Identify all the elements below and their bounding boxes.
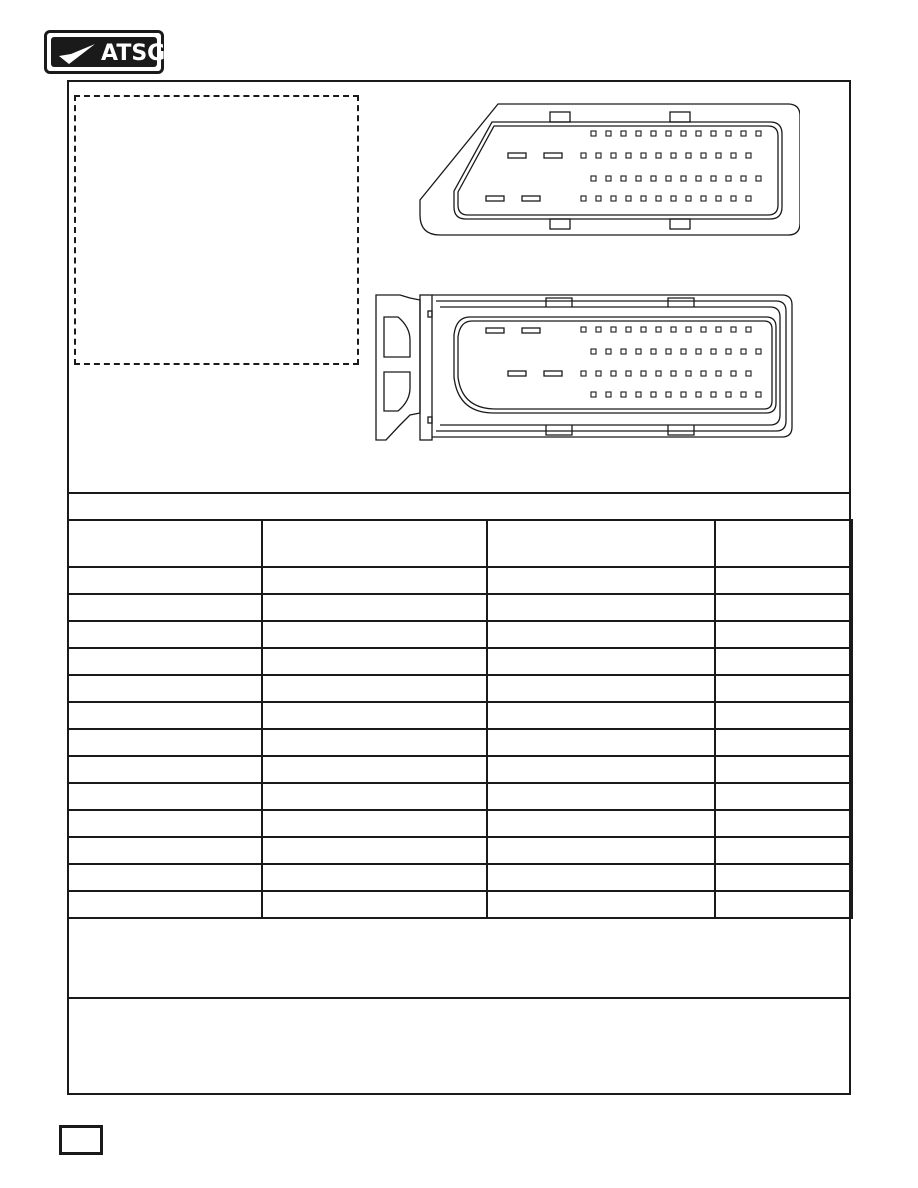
connector-pin xyxy=(666,176,671,181)
connector-pin xyxy=(756,392,761,397)
table-cell xyxy=(715,864,852,891)
connector-pin xyxy=(626,153,631,158)
connector-pin xyxy=(716,371,721,376)
connector-pin xyxy=(651,176,656,181)
table-cell xyxy=(262,783,487,810)
section-divider xyxy=(67,492,851,494)
table-cell xyxy=(68,810,262,837)
connector-pin xyxy=(596,196,601,201)
column-header xyxy=(487,520,715,567)
logo-background xyxy=(51,37,166,67)
connector-pin xyxy=(591,176,596,181)
connector-pin xyxy=(621,176,626,181)
connector-pin xyxy=(621,131,626,136)
table-cell xyxy=(262,702,487,729)
connector-pin xyxy=(746,196,751,201)
table-cell xyxy=(715,702,852,729)
connector-pin xyxy=(656,327,661,332)
table-row xyxy=(68,621,852,648)
connector-pin xyxy=(671,327,676,332)
connector-top-view xyxy=(420,104,800,235)
connector-pin xyxy=(581,153,586,158)
table-cell xyxy=(715,675,852,702)
connector-pin xyxy=(606,392,611,397)
connector-pin xyxy=(756,176,761,181)
connector-pin xyxy=(626,371,631,376)
table-cell xyxy=(487,756,715,783)
connector-pin xyxy=(746,327,751,332)
connector-pin xyxy=(596,327,601,332)
connector-pin xyxy=(711,176,716,181)
table-cell xyxy=(715,783,852,810)
table-cell xyxy=(262,594,487,621)
connector-pin xyxy=(701,153,706,158)
connector-pin xyxy=(711,392,716,397)
table-cell xyxy=(487,783,715,810)
connector-pin xyxy=(591,349,596,354)
connector-pin xyxy=(651,349,656,354)
connector-pin xyxy=(641,153,646,158)
connector-pin xyxy=(581,371,586,376)
connector-pin xyxy=(666,349,671,354)
connector-pin xyxy=(611,327,616,332)
connector-pin xyxy=(606,349,611,354)
connector-pin xyxy=(591,131,596,136)
connector-pin xyxy=(581,327,586,332)
table-row xyxy=(68,810,852,837)
table-cell xyxy=(68,621,262,648)
column-header xyxy=(68,520,262,567)
atsg-logo xyxy=(44,30,164,74)
table-cell xyxy=(715,729,852,756)
connector-pin xyxy=(681,392,686,397)
table-row xyxy=(68,648,852,675)
connector-pin xyxy=(621,392,626,397)
table-row xyxy=(68,702,852,729)
page-number-box xyxy=(59,1125,103,1155)
table-cell xyxy=(487,729,715,756)
table-row xyxy=(68,756,852,783)
connector-pin xyxy=(741,349,746,354)
table-cell xyxy=(68,594,262,621)
table-cell xyxy=(487,648,715,675)
connector-pin xyxy=(741,131,746,136)
connector-pin xyxy=(671,153,676,158)
table-row xyxy=(68,729,852,756)
table-row xyxy=(68,891,852,918)
table-cell xyxy=(487,864,715,891)
table-cell xyxy=(487,621,715,648)
connector-pin xyxy=(666,392,671,397)
connector-pin xyxy=(636,131,641,136)
table-cell xyxy=(262,891,487,918)
connector-pin xyxy=(716,153,721,158)
table-cell xyxy=(262,756,487,783)
table-cell xyxy=(68,675,262,702)
connector-pin xyxy=(681,349,686,354)
connector-pin xyxy=(746,371,751,376)
connector-pin xyxy=(696,392,701,397)
table-row xyxy=(68,783,852,810)
column-header xyxy=(715,520,852,567)
connector-pin xyxy=(591,392,596,397)
connector-pin xyxy=(726,349,731,354)
connector-pin xyxy=(626,196,631,201)
table-row xyxy=(68,567,852,594)
connector-pin xyxy=(726,131,731,136)
table-cell xyxy=(715,648,852,675)
connector-pin xyxy=(701,327,706,332)
connector-pin xyxy=(731,196,736,201)
connector-pin xyxy=(681,176,686,181)
connector-pin xyxy=(596,371,601,376)
table-cell xyxy=(262,810,487,837)
connector-pin xyxy=(651,392,656,397)
connector-pin xyxy=(636,176,641,181)
connector-pin xyxy=(671,371,676,376)
connector-pin xyxy=(756,131,761,136)
table-cell xyxy=(262,837,487,864)
table-cell xyxy=(262,567,487,594)
table-cell xyxy=(487,567,715,594)
connector-pin xyxy=(606,176,611,181)
table-cell xyxy=(68,783,262,810)
connector-pin xyxy=(656,196,661,201)
connector-pin xyxy=(726,176,731,181)
column-header xyxy=(262,520,487,567)
table-cell xyxy=(715,756,852,783)
connector-pin xyxy=(606,131,611,136)
table-cell xyxy=(715,567,852,594)
connector-pin xyxy=(621,349,626,354)
connector-pin xyxy=(696,349,701,354)
connector-pin xyxy=(731,371,736,376)
table-cell xyxy=(487,594,715,621)
table-cell xyxy=(715,837,852,864)
table-cell xyxy=(487,810,715,837)
table-row xyxy=(68,675,852,702)
dashed-placeholder-box xyxy=(74,95,359,365)
connector-pin xyxy=(671,196,676,201)
table-row xyxy=(68,864,852,891)
connector-pin xyxy=(641,371,646,376)
connector-pin xyxy=(636,349,641,354)
connector-pin xyxy=(716,196,721,201)
connector-pin xyxy=(731,327,736,332)
table-cell xyxy=(68,567,262,594)
pinout-table xyxy=(67,519,851,919)
table-cell xyxy=(715,594,852,621)
table-cell xyxy=(68,837,262,864)
connector-pin xyxy=(746,153,751,158)
checkmark-icon xyxy=(57,42,97,68)
connector-pin xyxy=(686,371,691,376)
connector-pin xyxy=(756,349,761,354)
connector-pin xyxy=(656,153,661,158)
table-cell xyxy=(715,621,852,648)
connector-pin xyxy=(711,349,716,354)
connector-pin xyxy=(686,196,691,201)
table-cell xyxy=(68,702,262,729)
table-cell xyxy=(262,621,487,648)
connector-pin xyxy=(686,153,691,158)
table-cell xyxy=(262,648,487,675)
table-cell xyxy=(487,702,715,729)
table-cell xyxy=(487,837,715,864)
connector-top-pins xyxy=(581,131,761,201)
table-cell xyxy=(68,729,262,756)
connector-pin xyxy=(696,131,701,136)
table-cell xyxy=(262,864,487,891)
connector-pin xyxy=(726,392,731,397)
connector-pin xyxy=(581,196,586,201)
connector-pin xyxy=(626,327,631,332)
connector-pin xyxy=(741,392,746,397)
table-cell xyxy=(487,891,715,918)
table-cell xyxy=(262,675,487,702)
connector-pin xyxy=(641,327,646,332)
connector-pin xyxy=(651,131,656,136)
connector-side-view xyxy=(376,295,792,440)
connector-pin xyxy=(711,131,716,136)
connector-pin xyxy=(681,131,686,136)
connector-pin xyxy=(641,196,646,201)
connector-pin xyxy=(696,176,701,181)
table-cell xyxy=(715,810,852,837)
table-cell xyxy=(68,864,262,891)
connector-pin xyxy=(731,153,736,158)
connector-pin xyxy=(701,371,706,376)
notes-divider xyxy=(67,997,851,999)
logo-text: ATSG xyxy=(101,41,166,66)
table-row xyxy=(68,594,852,621)
connector-pin xyxy=(716,327,721,332)
table-cell xyxy=(68,891,262,918)
connector-pin xyxy=(666,131,671,136)
connector-pin xyxy=(741,176,746,181)
table-row xyxy=(68,837,852,864)
connector-pin xyxy=(596,153,601,158)
connector-pin xyxy=(656,371,661,376)
connector-pin xyxy=(701,196,706,201)
table-cell xyxy=(262,729,487,756)
table-cell xyxy=(487,675,715,702)
connector-pin xyxy=(636,392,641,397)
connector-pin xyxy=(611,153,616,158)
table-header-row xyxy=(68,520,852,567)
connector-pin xyxy=(611,371,616,376)
connector-pin xyxy=(686,327,691,332)
connector-pin xyxy=(611,196,616,201)
table-cell xyxy=(68,756,262,783)
table-cell xyxy=(68,648,262,675)
connector-diagram xyxy=(370,95,800,450)
connector-side-pins xyxy=(581,327,761,397)
table-cell xyxy=(715,891,852,918)
